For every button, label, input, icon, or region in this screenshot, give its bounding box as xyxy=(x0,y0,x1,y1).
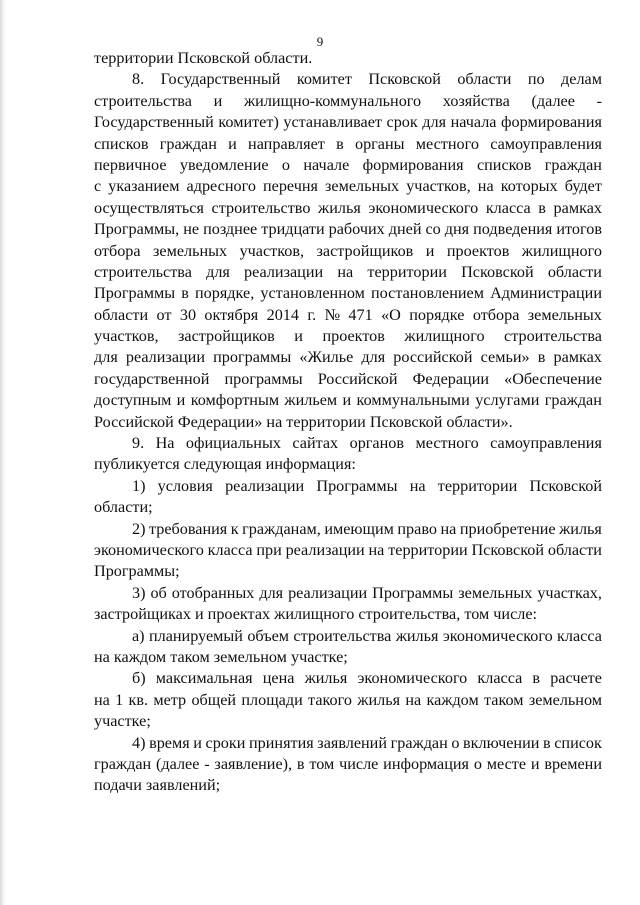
text-line: первичное уведомление о начале формирования списков граждан xyxy=(94,155,602,174)
text-line: участков, застройщиков и проектов жилищного строительства xyxy=(94,327,602,346)
item-1 xyxy=(94,476,602,519)
text-line: подачи заявлений; xyxy=(94,776,221,795)
text-line: 9. На официальных сайтах органов местного самоуправления xyxy=(132,434,602,453)
text-line: для реализации программы «Жилье для российской семьи» в рамках xyxy=(94,348,602,367)
text-line: с указанием адресного перечня земельных участков, на которых будет xyxy=(94,177,602,196)
text-line: доступным и комфортным жильем и коммунальными услугами граждан xyxy=(94,391,602,410)
text-line: на каждом таком земельном участке; xyxy=(94,647,348,666)
text-line: области от 30 октября 2014 г. № 471 «О порядке отбора земельных xyxy=(94,305,602,324)
text-line: б) максимальная цена жилья экономического класса в расчете xyxy=(132,669,602,688)
item-4 xyxy=(94,733,602,797)
paragraph-9 xyxy=(94,433,602,476)
text-line: отбора земельных участков, застройщиков и проектов жилищного xyxy=(94,241,602,260)
item-2 xyxy=(94,519,602,583)
text-line: застройщиках и проектах жилищного строительства, том числе: xyxy=(94,605,538,624)
text-line: граждан (далее - заявление), в том числе информация о месте и времени xyxy=(94,754,602,773)
text-line: на 1 кв. метр общей площади такого жилья на каждом таком земельном xyxy=(94,690,602,709)
text-line: 3) об отобранных для реализации Программы земельных участках, xyxy=(132,583,602,602)
text-line: Государственный комитет) устанавливает срок для начала формирования xyxy=(94,113,602,132)
item-3 xyxy=(94,583,602,626)
document-body xyxy=(94,48,602,797)
text-line: 8. Государственный комитет Псковской области по делам xyxy=(132,70,602,89)
text-line: 4) время и сроки принятия заявлений граждан о включении в список xyxy=(132,733,602,752)
item-3b xyxy=(94,668,602,732)
text-line: списков граждан и направляет в органы местного самоуправления xyxy=(94,134,602,153)
text-line: государственной программы Российской Федерации «Обеспечение xyxy=(94,369,602,388)
page-number: 9 xyxy=(316,34,324,49)
text-line: строительства для реализации на территории Псковской области xyxy=(94,262,602,281)
text-line: экономического класса при реализации на территории Псковской области xyxy=(94,540,602,559)
text-line: участке; xyxy=(94,712,151,731)
text-line: 2) требования к гражданам, имеющим право на приобретение жилья xyxy=(132,519,602,538)
text-line: Программы, не позднее тридцати рабочих дней со дня подведения итогов xyxy=(94,220,602,239)
text-line: территории Псковской области. xyxy=(94,49,313,67)
text-line: Программы в порядке, установленном постановлением Администрации xyxy=(94,284,602,303)
text-line: 1) условия реализации Программы на территории Псковской xyxy=(132,476,602,495)
text-line: осуществляться строительство жилья экономического класса в рамках xyxy=(94,198,602,217)
text-line: Российской Федерации» на территории Псковской области». xyxy=(94,412,513,431)
text-line: области; xyxy=(94,498,153,517)
text-line: Программы; xyxy=(94,562,180,581)
text-line: строительства и жилищно-коммунального хозяйства (далее - xyxy=(94,91,602,110)
item-3a xyxy=(94,626,602,669)
paragraph-tail xyxy=(94,48,602,69)
paragraph-8 xyxy=(94,69,602,433)
text-line: а) планируемый объем строительства жилья экономического класса xyxy=(132,626,602,645)
scan-edge xyxy=(0,0,6,905)
text-line: публикуется следующая информация: xyxy=(94,455,356,474)
